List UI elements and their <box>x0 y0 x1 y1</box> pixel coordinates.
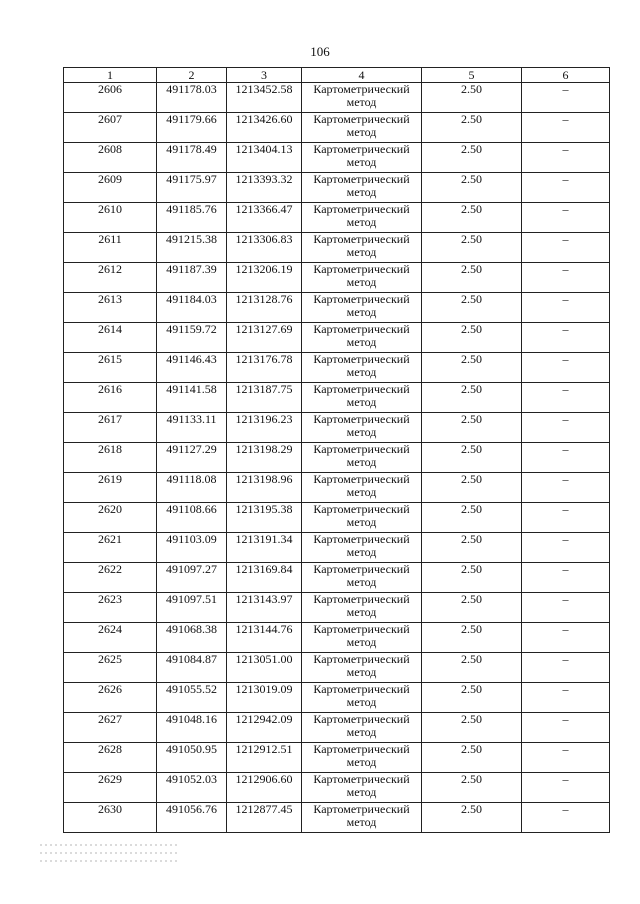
note-cell: – <box>522 173 610 203</box>
method-cell <box>302 293 422 323</box>
method-line-2: метод <box>346 365 377 379</box>
note-cell: – <box>522 773 610 803</box>
y-coordinate-cell: 1212877.45 <box>227 803 302 833</box>
accuracy-cell: 2.50 <box>422 623 522 653</box>
x-coordinate-cell: 491187.39 <box>157 263 227 293</box>
method-line-2: метод <box>346 305 377 319</box>
note-cell: – <box>522 293 610 323</box>
table-row <box>64 203 610 233</box>
column-header: 4 <box>302 68 422 83</box>
method-line-1: Картометрический <box>313 352 410 366</box>
accuracy-cell: 2.50 <box>422 233 522 263</box>
column-header: 2 <box>157 68 227 83</box>
point-number-cell: 2613 <box>64 293 157 323</box>
accuracy-cell: 2.50 <box>422 383 522 413</box>
coordinates-table <box>63 67 610 833</box>
table-row <box>64 143 610 173</box>
table-row <box>64 353 610 383</box>
y-coordinate-cell: 1213143.97 <box>227 593 302 623</box>
method-line-2: метод <box>346 605 377 619</box>
method-line-1: Картометрический <box>313 652 410 666</box>
table-body <box>64 83 610 833</box>
x-coordinate-cell: 491141.58 <box>157 383 227 413</box>
method-line-2: метод <box>346 515 377 529</box>
y-coordinate-cell: 1213306.83 <box>227 233 302 263</box>
note-cell: – <box>522 563 610 593</box>
column-header: 3 <box>227 68 302 83</box>
table-row <box>64 623 610 653</box>
table-row <box>64 563 610 593</box>
x-coordinate-cell: 491097.51 <box>157 593 227 623</box>
method-line-1: Картометрический <box>313 382 410 396</box>
table-row <box>64 773 610 803</box>
table-row <box>64 653 610 683</box>
accuracy-cell: 2.50 <box>422 743 522 773</box>
point-number-cell: 2620 <box>64 503 157 533</box>
method-line-2: метод <box>346 455 377 469</box>
method-cell <box>302 233 422 263</box>
accuracy-cell: 2.50 <box>422 503 522 533</box>
point-number-cell: 2611 <box>64 233 157 263</box>
y-coordinate-cell: 1213169.84 <box>227 563 302 593</box>
method-cell <box>302 173 422 203</box>
note-cell: – <box>522 83 610 113</box>
y-coordinate-cell: 1213195.38 <box>227 503 302 533</box>
accuracy-cell: 2.50 <box>422 653 522 683</box>
accuracy-cell: 2.50 <box>422 593 522 623</box>
accuracy-cell: 2.50 <box>422 713 522 743</box>
method-line-2: метод <box>346 725 377 739</box>
point-number-cell: 2618 <box>64 443 157 473</box>
accuracy-cell: 2.50 <box>422 413 522 443</box>
y-coordinate-cell: 1212942.09 <box>227 713 302 743</box>
table-row <box>64 173 610 203</box>
y-coordinate-cell: 1212912.51 <box>227 743 302 773</box>
point-number-cell: 2609 <box>64 173 157 203</box>
table-row <box>64 323 610 353</box>
table-row <box>64 593 610 623</box>
table-header-row <box>64 68 610 83</box>
note-cell: – <box>522 143 610 173</box>
method-line-1: Картометрический <box>313 442 410 456</box>
method-line-1: Картометрический <box>313 592 410 606</box>
accuracy-cell: 2.50 <box>422 203 522 233</box>
method-line-2: метод <box>346 545 377 559</box>
accuracy-cell: 2.50 <box>422 293 522 323</box>
accuracy-cell: 2.50 <box>422 173 522 203</box>
note-cell: – <box>522 353 610 383</box>
method-line-2: метод <box>346 695 377 709</box>
method-line-1: Картометрический <box>313 622 410 636</box>
method-line-1: Картометрический <box>313 262 410 276</box>
note-cell: – <box>522 533 610 563</box>
method-cell <box>302 473 422 503</box>
column-header: 5 <box>422 68 522 83</box>
x-coordinate-cell: 491159.72 <box>157 323 227 353</box>
y-coordinate-cell: 1213426.60 <box>227 113 302 143</box>
method-line-2: метод <box>346 635 377 649</box>
point-number-cell: 2612 <box>64 263 157 293</box>
x-coordinate-cell: 491179.66 <box>157 113 227 143</box>
y-coordinate-cell: 1213128.76 <box>227 293 302 323</box>
accuracy-cell: 2.50 <box>422 803 522 833</box>
method-line-1: Картометрический <box>313 562 410 576</box>
method-cell <box>302 83 422 113</box>
note-cell: – <box>522 383 610 413</box>
note-cell: – <box>522 743 610 773</box>
note-cell: – <box>522 503 610 533</box>
y-coordinate-cell: 1213176.78 <box>227 353 302 383</box>
table-row <box>64 473 610 503</box>
method-line-1: Картометрический <box>313 532 410 546</box>
method-line-2: метод <box>346 95 377 109</box>
note-cell: – <box>522 803 610 833</box>
note-cell: – <box>522 713 610 743</box>
method-cell <box>302 803 422 833</box>
table-row <box>64 713 610 743</box>
note-cell: – <box>522 323 610 353</box>
method-cell <box>302 533 422 563</box>
note-cell: – <box>522 233 610 263</box>
x-coordinate-cell: 491048.16 <box>157 713 227 743</box>
y-coordinate-cell: 1213144.76 <box>227 623 302 653</box>
method-cell <box>302 383 422 413</box>
method-cell <box>302 443 422 473</box>
point-number-cell: 2621 <box>64 533 157 563</box>
method-line-1: Картометрический <box>313 202 410 216</box>
y-coordinate-cell: 1213187.75 <box>227 383 302 413</box>
x-coordinate-cell: 491133.11 <box>157 413 227 443</box>
method-line-2: метод <box>346 785 377 799</box>
method-line-2: метод <box>346 215 377 229</box>
method-line-2: метод <box>346 275 377 289</box>
method-cell <box>302 263 422 293</box>
note-cell: – <box>522 113 610 143</box>
method-line-2: метод <box>346 485 377 499</box>
method-line-2: метод <box>346 815 377 829</box>
method-line-1: Картометрический <box>313 322 410 336</box>
y-coordinate-cell: 1213191.34 <box>227 533 302 563</box>
x-coordinate-cell: 491178.49 <box>157 143 227 173</box>
point-number-cell: 2617 <box>64 413 157 443</box>
point-number-cell: 2616 <box>64 383 157 413</box>
table-row <box>64 743 610 773</box>
method-cell <box>302 773 422 803</box>
method-line-1: Картометрический <box>313 232 410 246</box>
note-cell: – <box>522 443 610 473</box>
method-cell <box>302 203 422 233</box>
method-line-2: метод <box>346 755 377 769</box>
method-line-2: метод <box>346 335 377 349</box>
y-coordinate-cell: 1213366.47 <box>227 203 302 233</box>
y-coordinate-cell: 1213019.09 <box>227 683 302 713</box>
method-line-2: метод <box>346 125 377 139</box>
point-number-cell: 2607 <box>64 113 157 143</box>
method-line-1: Картометрический <box>313 112 410 126</box>
accuracy-cell: 2.50 <box>422 533 522 563</box>
point-number-cell: 2614 <box>64 323 157 353</box>
point-number-cell: 2629 <box>64 773 157 803</box>
method-cell <box>302 743 422 773</box>
table-row <box>64 83 610 113</box>
point-number-cell: 2626 <box>64 683 157 713</box>
table-row <box>64 263 610 293</box>
x-coordinate-cell: 491103.09 <box>157 533 227 563</box>
method-line-2: метод <box>346 185 377 199</box>
y-coordinate-cell: 1213051.00 <box>227 653 302 683</box>
method-cell <box>302 503 422 533</box>
method-line-1: Картометрический <box>313 472 410 486</box>
note-cell: – <box>522 683 610 713</box>
note-cell: – <box>522 263 610 293</box>
table-row <box>64 683 610 713</box>
x-coordinate-cell: 491175.97 <box>157 173 227 203</box>
y-coordinate-cell: 1213393.32 <box>227 173 302 203</box>
x-coordinate-cell: 491084.87 <box>157 653 227 683</box>
y-coordinate-cell: 1213206.19 <box>227 263 302 293</box>
x-coordinate-cell: 491127.29 <box>157 443 227 473</box>
method-line-1: Картометрический <box>313 802 410 816</box>
note-cell: – <box>522 593 610 623</box>
method-cell <box>302 653 422 683</box>
method-cell <box>302 323 422 353</box>
method-line-1: Картометрический <box>313 292 410 306</box>
table-row <box>64 413 610 443</box>
point-number-cell: 2628 <box>64 743 157 773</box>
method-cell <box>302 683 422 713</box>
point-number-cell: 2627 <box>64 713 157 743</box>
x-coordinate-cell: 491052.03 <box>157 773 227 803</box>
accuracy-cell: 2.50 <box>422 263 522 293</box>
point-number-cell: 2622 <box>64 563 157 593</box>
y-coordinate-cell: 1213198.29 <box>227 443 302 473</box>
method-line-1: Картометрический <box>313 772 410 786</box>
x-coordinate-cell: 491215.38 <box>157 233 227 263</box>
point-number-cell: 2610 <box>64 203 157 233</box>
x-coordinate-cell: 491184.03 <box>157 293 227 323</box>
y-coordinate-cell: 1213198.96 <box>227 473 302 503</box>
table-row <box>64 503 610 533</box>
method-line-2: метод <box>346 245 377 259</box>
accuracy-cell: 2.50 <box>422 773 522 803</box>
accuracy-cell: 2.50 <box>422 683 522 713</box>
method-cell <box>302 563 422 593</box>
x-coordinate-cell: 491178.03 <box>157 83 227 113</box>
note-cell: – <box>522 653 610 683</box>
method-line-1: Картометрический <box>313 502 410 516</box>
x-coordinate-cell: 491068.38 <box>157 623 227 653</box>
y-coordinate-cell: 1213127.69 <box>227 323 302 353</box>
point-number-cell: 2608 <box>64 143 157 173</box>
accuracy-cell: 2.50 <box>422 353 522 383</box>
accuracy-cell: 2.50 <box>422 113 522 143</box>
column-header: 6 <box>522 68 610 83</box>
table-row <box>64 113 610 143</box>
point-number-cell: 2619 <box>64 473 157 503</box>
method-line-2: метод <box>346 155 377 169</box>
method-line-1: Картометрический <box>313 172 410 186</box>
accuracy-cell: 2.50 <box>422 323 522 353</box>
point-number-cell: 2625 <box>64 653 157 683</box>
method-line-2: метод <box>346 395 377 409</box>
table-row <box>64 293 610 323</box>
x-coordinate-cell: 491185.76 <box>157 203 227 233</box>
method-line-1: Картометрический <box>313 712 410 726</box>
y-coordinate-cell: 1213452.58 <box>227 83 302 113</box>
note-cell: – <box>522 473 610 503</box>
point-number-cell: 2615 <box>64 353 157 383</box>
method-cell <box>302 353 422 383</box>
point-number-cell: 2624 <box>64 623 157 653</box>
column-header: 1 <box>64 68 157 83</box>
x-coordinate-cell: 491097.27 <box>157 563 227 593</box>
method-line-1: Картометрический <box>313 682 410 696</box>
accuracy-cell: 2.50 <box>422 83 522 113</box>
note-cell: – <box>522 203 610 233</box>
method-cell <box>302 413 422 443</box>
note-cell: – <box>522 623 610 653</box>
table-row <box>64 383 610 413</box>
note-cell: – <box>522 413 610 443</box>
x-coordinate-cell: 491056.76 <box>157 803 227 833</box>
page-number: 106 <box>310 44 330 59</box>
method-line-2: метод <box>346 575 377 589</box>
method-line-1: Картометрический <box>313 142 410 156</box>
table-row <box>64 233 610 263</box>
accuracy-cell: 2.50 <box>422 473 522 503</box>
table-row <box>64 533 610 563</box>
x-coordinate-cell: 491108.66 <box>157 503 227 533</box>
x-coordinate-cell: 491050.95 <box>157 743 227 773</box>
scan-artifact <box>40 838 180 878</box>
y-coordinate-cell: 1213404.13 <box>227 143 302 173</box>
method-cell <box>302 593 422 623</box>
x-coordinate-cell: 491055.52 <box>157 683 227 713</box>
method-cell <box>302 713 422 743</box>
method-line-1: Картометрический <box>313 82 410 96</box>
accuracy-cell: 2.50 <box>422 443 522 473</box>
point-number-cell: 2630 <box>64 803 157 833</box>
method-line-1: Картометрический <box>313 742 410 756</box>
x-coordinate-cell: 491146.43 <box>157 353 227 383</box>
point-number-cell: 2606 <box>64 83 157 113</box>
y-coordinate-cell: 1212906.60 <box>227 773 302 803</box>
accuracy-cell: 2.50 <box>422 143 522 173</box>
method-cell <box>302 623 422 653</box>
method-cell <box>302 143 422 173</box>
y-coordinate-cell: 1213196.23 <box>227 413 302 443</box>
table-row <box>64 803 610 833</box>
x-coordinate-cell: 491118.08 <box>157 473 227 503</box>
point-number-cell: 2623 <box>64 593 157 623</box>
method-line-2: метод <box>346 665 377 679</box>
method-line-2: метод <box>346 425 377 439</box>
method-cell <box>302 113 422 143</box>
table-row <box>64 443 610 473</box>
accuracy-cell: 2.50 <box>422 563 522 593</box>
method-line-1: Картометрический <box>313 412 410 426</box>
